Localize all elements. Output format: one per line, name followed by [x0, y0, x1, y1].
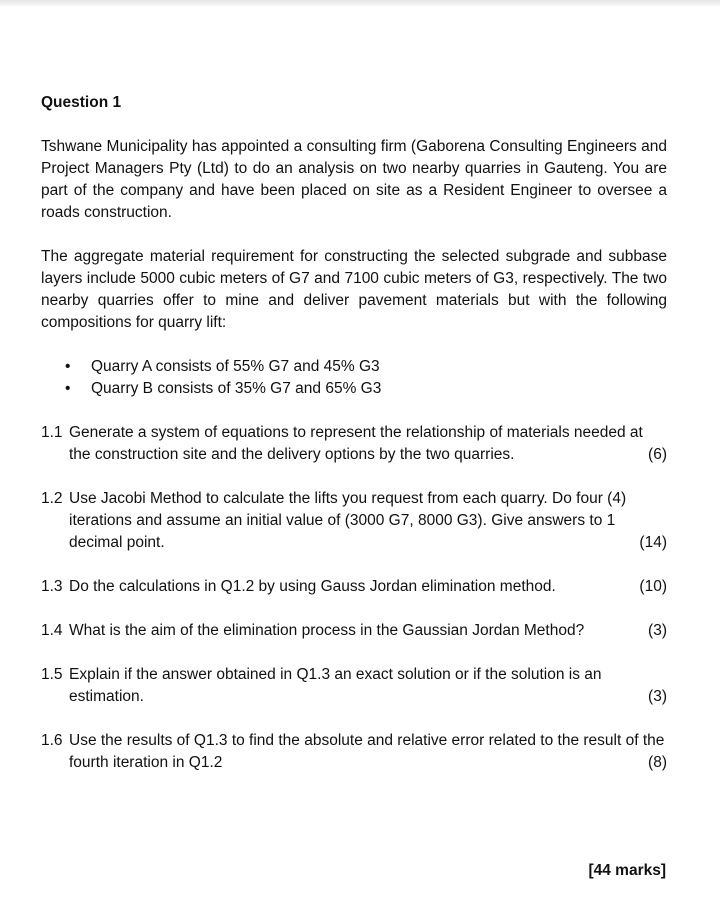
- question-marks: (3): [648, 688, 667, 705]
- list-item: [65, 378, 667, 400]
- intro-paragraph: Tshwane Municipality has appointed a consulting firm (Gaborena Consulting Engineers and Project Managers Pty (Ltd) to do an analysis on two nearby quarries in Gauteng. You are part of the company and have been placed on site as a Resident Engineer to oversee a roads construction.: [41, 138, 667, 221]
- question-number: 1.1: [41, 424, 63, 441]
- question-marks: (14): [639, 534, 667, 551]
- question-1-3: [41, 576, 667, 598]
- question-number: 1.2: [41, 490, 63, 507]
- question-body: [69, 664, 667, 708]
- question-text: What is the aim of the elimination process in the Gaussian Jordan Method?: [69, 622, 585, 639]
- question-text: Explain if the answer obtained in Q1.3 an exact solution or if the solution is an estimation.: [69, 666, 602, 705]
- question-text: Use the results of Q1.3 to find the absolute and relative error related to the result of the fourth iteration in Q1.2: [69, 732, 665, 771]
- question-number: 1.6: [41, 732, 63, 749]
- list-item: [65, 356, 667, 378]
- question-marks: (6): [648, 446, 667, 463]
- question-1-6: [41, 730, 667, 774]
- question-1-1: [41, 422, 667, 466]
- question-body: [69, 620, 667, 642]
- page-top-edge: [0, 0, 720, 6]
- question-body: [69, 488, 667, 554]
- quarry-b-text: Quarry B consists of 35% G7 and 65% G3: [91, 380, 382, 397]
- question-number: 1.4: [41, 622, 63, 639]
- question-body: [69, 422, 667, 466]
- question-text: Generate a system of equations to represent the relationship of materials needed at the construction site and the delivery options by the two quarries.: [69, 424, 643, 463]
- document-page: [41, 92, 667, 796]
- question-marks: (8): [648, 754, 667, 771]
- total-marks: [44 marks]: [588, 862, 666, 879]
- question-body: [69, 576, 667, 598]
- question-marks: (10): [639, 578, 667, 595]
- question-text: Do the calculations in Q1.2 by using Gauss Jordan elimination method.: [69, 578, 556, 595]
- question-1-2: [41, 488, 667, 554]
- question-number: 1.3: [41, 578, 63, 595]
- bullet-icon: •: [65, 358, 71, 375]
- question-marks: (3): [648, 622, 667, 639]
- requirements-paragraph: The aggregate material requirement for constructing the selected subgrade and subbase layers include 5000 cubic meters of G7 and 7100 cubic meters of G3, respectively. The two nearby quarries offer to mine and deliver pavement materials but with the following compositions for quarry lift:: [41, 248, 667, 331]
- question-heading: Question 1: [41, 94, 122, 111]
- question-number: 1.5: [41, 666, 63, 683]
- question-1-4: [41, 620, 667, 642]
- question-body: [69, 730, 667, 774]
- bullet-icon: •: [65, 380, 71, 397]
- quarry-a-text: Quarry A consists of 55% G7 and 45% G3: [91, 358, 380, 375]
- quarry-list: [41, 356, 667, 400]
- question-text: Use Jacobi Method to calculate the lifts you request from each quarry. Do four (4) iterations and assume an initial value of (3000 G7, 8000 G3). Give answers to 1 decimal point.: [69, 490, 627, 551]
- question-1-5: [41, 664, 667, 708]
